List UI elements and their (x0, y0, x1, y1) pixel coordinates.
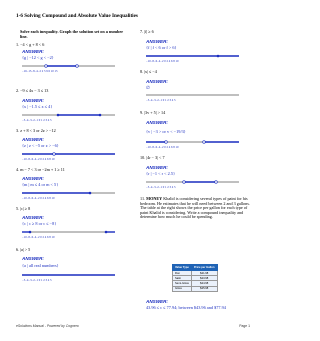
svg-text:−10−8−6−4−2 0 2 4 6 8 10: −10−8−6−4−2 0 2 4 6 8 10 (22, 157, 55, 161)
table-header: Price per Gallon (191, 265, 217, 271)
problem-11: 11. MONEY Khalid is considering several types of paint for his bedroom. He estimates that he will need between 2 and 3 gallons. The table at the right shows the price per gallon for each type of paint Khalid is considering. Write a compound inequality and determine how much he could be spending. (140, 196, 250, 220)
table-row: Satin $23.98 (173, 276, 218, 281)
svg-text:−5−4−3−2−1 0 1 2 3 4 5: −5−4−3−2−1 0 1 2 3 4 5 (146, 185, 176, 189)
answer-label-9: ANSWER: (146, 120, 168, 125)
answer-3: {z | z < −5 or z > −6} (22, 143, 59, 148)
problem-1: 1. −4 < g + 8 < 6 (16, 42, 45, 47)
number-line-8 (144, 90, 244, 102)
answer-1: {g | −12 < g < −2} (22, 55, 54, 60)
answer-label-8: ANSWER: (146, 79, 168, 84)
page-number: Page 1 (239, 324, 250, 328)
svg-text:−10−8−6−4−2 0 2 4 6 8 10: −10−8−6−4−2 0 2 4 6 8 10 (146, 59, 179, 63)
table-row: Gloss $25.98 (173, 286, 218, 291)
answer-5: {c | c ≥ 8 or c ≤ −8} (22, 221, 57, 226)
answer-9: {v | −3 > or v < −19/3} (146, 129, 186, 134)
number-line-4 (20, 188, 120, 200)
answer-11: 43.96 ≤ c ≤ 77.94; between $43.96 and $77.94 (146, 305, 226, 310)
problem-10: 10. |4r − 3| < 7 (140, 155, 165, 160)
problem-9: 9. |3v + 5| > 14 (140, 110, 166, 115)
answer-label-5: ANSWER: (22, 215, 44, 220)
answer-4: {m | m ≤ 4 or m < 5} (22, 182, 59, 187)
answer-label-4: ANSWER: (22, 176, 44, 181)
problem-7: 7. |f| ≥ 6 (140, 29, 154, 34)
table-row: Flat $21.98 (173, 271, 218, 276)
table-row: Semi-Gloss $24.98 (173, 281, 218, 286)
problem-5: 5. |c| ≥ 8 (16, 206, 31, 211)
answer-label-11: ANSWER: (146, 299, 168, 304)
number-line-5 (20, 227, 120, 239)
svg-text:−5−4−3−2−1 0 1 2 3 4 5: −5−4−3−2−1 0 1 2 3 4 5 (146, 98, 176, 102)
page-title: 1-6 Solving Compound and Absolute Value Inequalities (16, 13, 138, 19)
answer-8: ∅ (146, 85, 150, 90)
number-line-7 (144, 51, 244, 63)
instructions: Solve each inequality. Graph the solution set on a number line. (20, 29, 123, 39)
problem-4: 4. m − 7 < 3 or −2m + 1 ≥ 11 (16, 167, 65, 172)
answer-10: {r | −1 < r < 2.5} (146, 171, 176, 176)
footer-publisher: eSolutions Manual - Powered by Cognero (16, 324, 79, 328)
number-line-10 (144, 177, 244, 189)
problem-2: 2. −9 ≤ 4x − 3 ≤ 13 (16, 88, 49, 93)
tick-labels-1: −16−15−8−4−2 2 5 9 6 10 15 (22, 69, 58, 73)
answer-label-2: ANSWER: (22, 98, 44, 103)
answer-6: {a | all real numbers} (22, 263, 59, 268)
problem-8: 8. |x| ≤ −4 (140, 69, 157, 74)
svg-text:−10−8−6−4−2 0 2 4 6 8 10: −10−8−6−4−2 0 2 4 6 8 10 (22, 235, 55, 239)
svg-text:−10−8−6−4−2 0 2 4 6 8 10: −10−8−6−4−2 0 2 4 6 8 10 (22, 196, 55, 200)
svg-text:−5−4−3−2−1 0 1 2 3 4 5: −5−4−3−2−1 0 1 2 3 4 5 (22, 118, 52, 122)
number-line-2 (20, 110, 120, 122)
answer-label-3: ANSWER: (22, 137, 44, 142)
number-line-1 (20, 61, 120, 73)
svg-text:−10−8−6−4−2 0 2 4 6 8 10: −10−8−6−4−2 0 2 4 6 8 10 (146, 145, 179, 149)
problem-6: 6. |a| > 5 (16, 247, 31, 252)
number-line-6 (20, 270, 120, 282)
answer-label-7: ANSWER: (146, 39, 168, 44)
problem-3: 3. z + 8 < 3 or 2z > −12 (16, 128, 56, 133)
answer-2: {x | −1.5 ≤ x ≤ 4} (22, 104, 53, 109)
table-header: Value Type (173, 265, 192, 271)
answer-label-10: ANSWER: (146, 165, 168, 170)
svg-text:−5−4−3−2−1 0 1 2 3 4 5: −5−4−3−2−1 0 1 2 3 4 5 (22, 278, 52, 282)
answer-7: {f | f < 6 or f > 6} (146, 45, 177, 50)
number-line-9 (144, 137, 244, 149)
answer-label-6: ANSWER: (22, 256, 44, 261)
paint-price-table (172, 264, 218, 292)
number-line-3 (20, 149, 120, 161)
answer-label-1: ANSWER: (22, 49, 44, 54)
